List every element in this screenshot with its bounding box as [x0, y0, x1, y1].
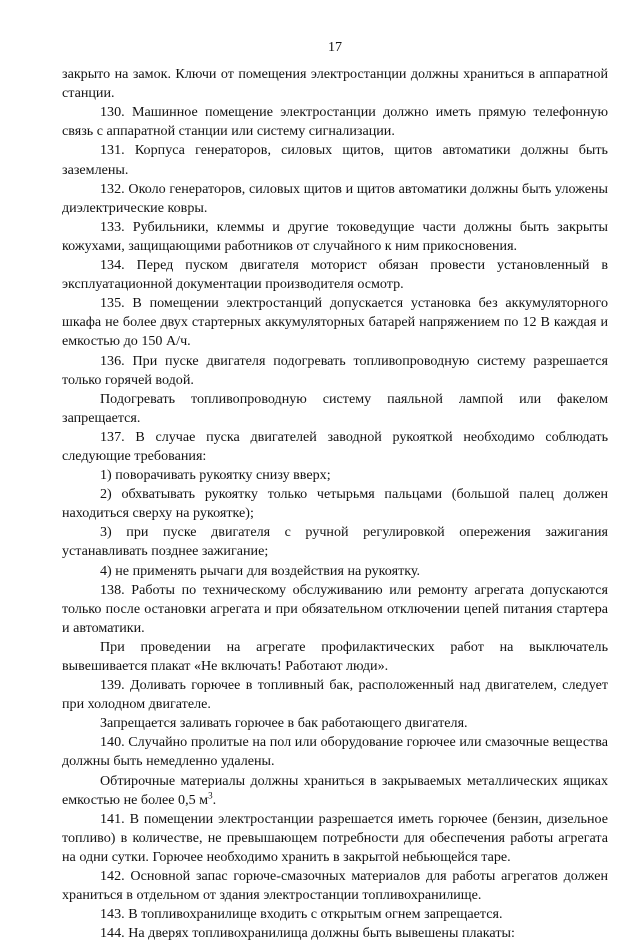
paragraph-text: 139. Доливать горючее в топливный бак, расположенный над двигателем, следует при холодном двигателе.: [62, 677, 608, 713]
paragraph: [62, 65, 608, 103]
paragraph-text: 134. Перед пуском двигателя моторист обязан провести установленный в эксплуатационной документации производителя осмотр.: [62, 257, 608, 293]
body-text: [62, 65, 608, 943]
paragraph: [62, 676, 608, 714]
paragraph: [62, 924, 608, 943]
paragraph: [62, 256, 608, 294]
paragraph: [62, 562, 608, 581]
paragraph-text: 133. Рубильники, клеммы и другие токоведущие части должны быть закрыты кожухами, защищающими работников от случайного к ним прикосновения.: [62, 218, 608, 254]
paragraph-text: 140. Случайно пролитые на пол или оборудование горючее или смазочные вещества должны быть немедленно удалены.: [62, 734, 608, 770]
paragraph: [62, 103, 608, 141]
paragraph-text: 137. В случае пуска двигателей заводной рукояткой необходимо соблюдать следующие требования:: [62, 428, 608, 464]
paragraph-text: Подогревать топливопроводную систему паяльной лампой или факелом запрещается.: [62, 390, 608, 426]
paragraph: [62, 523, 608, 561]
paragraph-text: Запрещается заливать горючее в бак работающего двигателя.: [100, 715, 468, 732]
paragraph: [62, 352, 608, 390]
paragraph-text: 135. В помещении электростанций допускается установка без аккумуляторного шкафа не более двух стартерных аккумуляторных батарей напряжением по 12 В каждая и емкостью до 150 А/ч.: [62, 295, 608, 350]
paragraph: [62, 772, 608, 810]
paragraph-text: 138. Работы по техническому обслуживанию или ремонту агрегата допускаются только после остановки агрегата и при обязательном отключении цепей питания стартера и автоматики.: [62, 581, 608, 636]
paragraph-text: 130. Машинное помещение электростанции должно иметь прямую телефонную связь с аппаратной станции или систему сигнализации.: [62, 104, 608, 140]
paragraph: [62, 733, 608, 771]
paragraph: [62, 810, 608, 867]
paragraph-text: 141. В помещении электростанции разрешается иметь горючее (бензин, дизельное топливо) в количестве, не превышающем потребности для обеспечения работы агрегата на одни сутки. Горючее необходимо хранить в закрытой небьющейся таре.: [62, 810, 608, 865]
paragraph: [62, 294, 608, 351]
paragraph-text: 142. Основной запас горюче-смазочных материалов для работы агрегатов должен храниться в отдельном от здания электростанции топливохранилище.: [62, 868, 608, 904]
paragraph-text: 4) не применять рычаги для воздействия на рукоятку.: [100, 562, 421, 579]
paragraph: [62, 466, 608, 485]
paragraph-text: 3) при пуске двигателя с ручной регулировкой опережения зажигания устанавливать позднее зажигание;: [62, 524, 608, 560]
page-number: 17: [327, 39, 343, 55]
paragraph: [62, 141, 608, 179]
document-page: [62, 38, 608, 943]
paragraph: [62, 390, 608, 428]
paragraph-text: закрыто на замок. Ключи от помещения электростанции должны храниться в аппаратной станции.: [62, 66, 608, 102]
superscript: 3: [208, 789, 213, 800]
paragraph: [62, 905, 608, 924]
paragraph-text: Обтирочные материалы должны храниться в закрываемых металлических ящиках емкостью не более 0,5 м: [62, 772, 608, 808]
paragraph-text: 131. Корпуса генераторов, силовых щитов, щитов автоматики должны быть заземлены.: [62, 142, 608, 178]
paragraph-text: 1) поворачивать рукоятку снизу вверх;: [100, 467, 331, 484]
paragraph-text: 136. При пуске двигателя подогревать топливопроводную систему разрешается только горячей водой.: [62, 352, 608, 388]
paragraph-text: 132. Около генераторов, силовых щитов и щитов автоматики должны быть уложены диэлектрические ковры.: [62, 180, 608, 216]
paragraph: [62, 714, 608, 733]
paragraph: [62, 218, 608, 256]
paragraph: [62, 867, 608, 905]
paragraph: [62, 485, 608, 523]
paragraph-text: 2) обхватывать рукоятку только четырьмя пальцами (большой палец должен находиться сверху на рукоятке);: [62, 486, 608, 522]
paragraph-text: 144. На дверях топливохранилища должны быть вывешены плакаты:: [100, 925, 515, 942]
paragraph-text: При проведении на агрегате профилактических работ на выключатель вывешивается плакат «Не включать! Работают люди».: [62, 638, 608, 674]
paragraph: [62, 581, 608, 638]
paragraph: [62, 638, 608, 676]
paragraph-tail: .: [212, 791, 217, 808]
paragraph: [62, 428, 608, 466]
paragraph: [62, 180, 608, 218]
paragraph-text: 143. В топливохранилище входить с открытым огнем запрещается.: [100, 906, 503, 923]
